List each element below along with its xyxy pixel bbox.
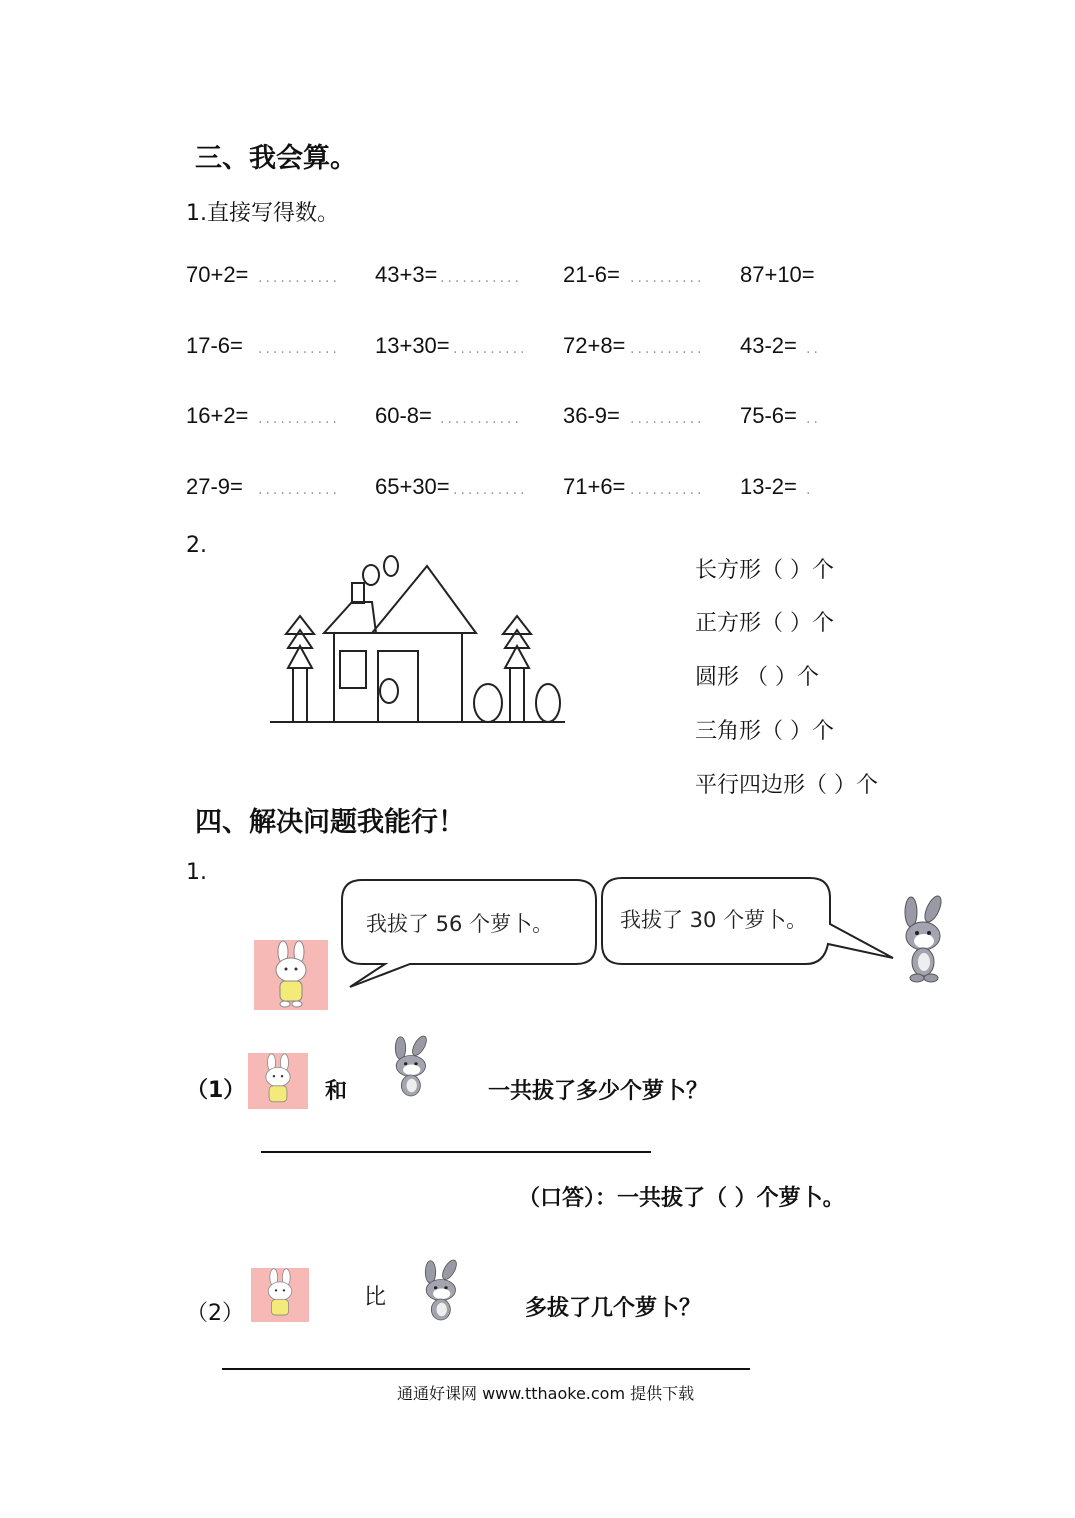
- q1-label-section4: 1.: [186, 860, 207, 885]
- pink-rabbit-icon: [251, 1268, 309, 1322]
- equation: 75-6=: [740, 403, 797, 428]
- count-triangle: 三角形（ ）个: [695, 719, 834, 744]
- equation: 71+6=: [563, 474, 626, 499]
- house-drawing-icon: [265, 550, 570, 730]
- count-parallelogram: 平行四边形（ ）个: [695, 773, 878, 798]
- equation: 17-6=: [186, 333, 243, 358]
- section4-title: 四、解决问题我能行！: [195, 807, 465, 838]
- equation: 13-2=: [740, 474, 797, 499]
- sub2-label: （2）: [186, 1301, 244, 1326]
- section3-title: 三、我会算。: [195, 143, 357, 174]
- count-square: 正方形（ ）个: [695, 611, 834, 636]
- bubble-left-text: 我拔了 56 个萝卜。: [366, 912, 554, 936]
- gray-rabbit-icon: [385, 1036, 447, 1102]
- sub1-question: 一共拔了多少个萝卜？: [488, 1079, 709, 1104]
- equation: 60-8=: [375, 403, 432, 428]
- gray-rabbit-icon: [893, 896, 965, 984]
- answer-line: [261, 1151, 651, 1153]
- q1-label: 1.直接写得数。: [186, 201, 339, 226]
- equation: 13+30=: [375, 333, 450, 358]
- q2-label: 2.: [186, 533, 207, 558]
- equation: 27-9=: [186, 474, 243, 499]
- sub1-label: （1）: [186, 1078, 246, 1103]
- sub1-answer: （口答）：一共拔了（ ）个萝卜。: [518, 1186, 845, 1211]
- sub2-compare: 比: [364, 1285, 387, 1310]
- pink-rabbit-icon: [254, 940, 328, 1010]
- equation: 65+30=: [375, 474, 450, 499]
- equation: 43-2=: [740, 333, 797, 358]
- equation: 72+8=: [563, 333, 626, 358]
- sub2-question: 多拔了几个萝卜？: [525, 1296, 702, 1321]
- equation: 21-6=: [563, 262, 620, 287]
- pink-rabbit-icon: [248, 1053, 308, 1109]
- equation: 16+2=: [186, 403, 249, 428]
- sub1-and: 和: [325, 1079, 348, 1104]
- equation: 70+2=: [186, 262, 249, 287]
- equation: 43+3=: [375, 262, 438, 287]
- equation: 36-9=: [563, 403, 620, 428]
- count-rectangle: 长方形（ ）个: [695, 558, 834, 583]
- gray-rabbit-icon: [415, 1260, 477, 1326]
- equation: 87+10=: [740, 262, 815, 287]
- count-circle: 圆形 （ ）个: [695, 665, 819, 690]
- footer-divider: [222, 1368, 750, 1370]
- footer-text: 通通好课网 www.tthaoke.com 提供下载: [397, 1384, 695, 1403]
- bubble-right-text: 我拔了 30 个萝卜。: [620, 908, 808, 932]
